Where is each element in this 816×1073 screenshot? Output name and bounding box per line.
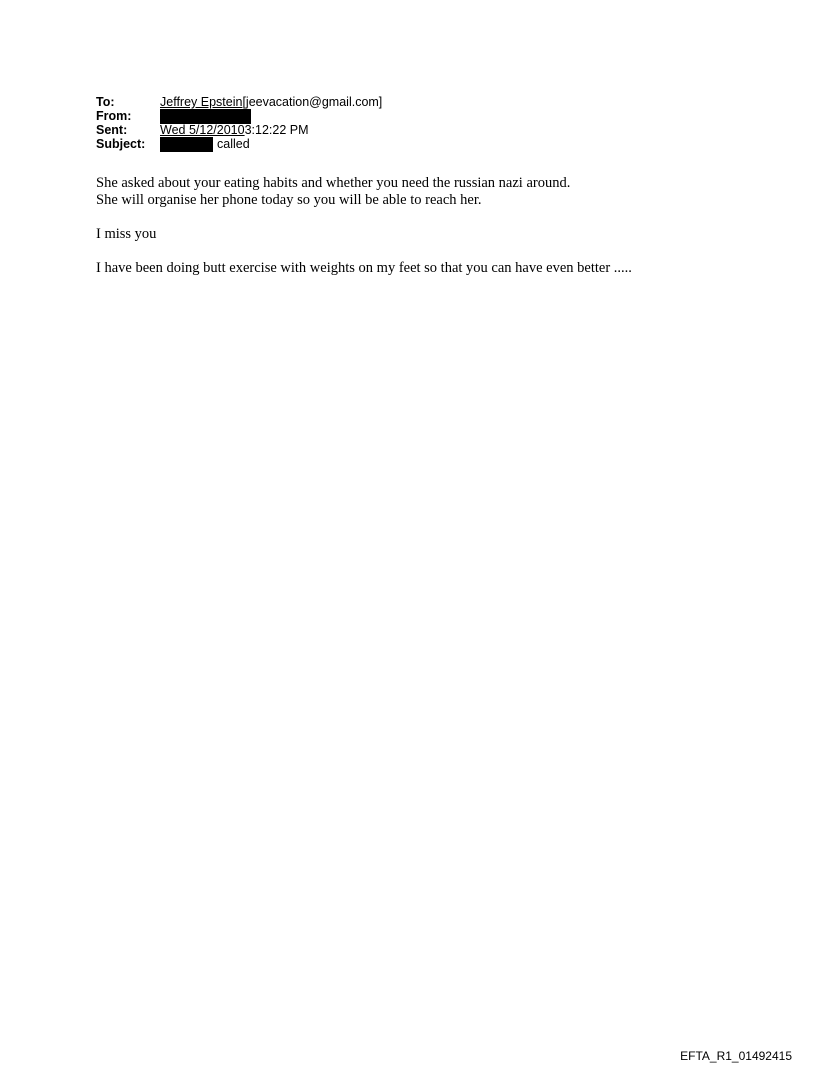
to-label: To: [96, 95, 115, 109]
subject-value [160, 137, 250, 151]
sent-label: Sent: [96, 123, 128, 137]
redaction-box [160, 109, 251, 124]
document-id: EFTA_R1_01492415 [680, 1049, 792, 1063]
to-email: [jeevacation@gmail.com] [242, 95, 383, 109]
body-line: I miss you [96, 226, 157, 242]
body-line: I have been doing butt exercise with weights on my feet so that you can have even better ..... [96, 260, 632, 276]
from-value [160, 109, 251, 123]
sent-row [96, 123, 382, 137]
sent-value [160, 123, 309, 137]
body-line: She asked about your eating habits and whether you need the russian nazi around. [96, 175, 571, 191]
from-label: From: [96, 109, 132, 123]
to-row [96, 95, 382, 109]
email-header [96, 95, 382, 151]
email-body [96, 175, 776, 277]
sent-date: Wed 5/12/2010 [160, 123, 245, 137]
subject-label: Subject: [96, 137, 146, 151]
body-line: She will organise her phone today so you will be able to reach her. [96, 192, 482, 208]
to-name: Jeffrey Epstein [160, 95, 243, 109]
sent-time: 3:12:22 PM [244, 123, 309, 137]
to-value [160, 95, 382, 109]
redaction-box [160, 137, 213, 152]
subject-row [96, 137, 382, 151]
from-row [96, 109, 382, 123]
subject-text: called [217, 137, 250, 151]
